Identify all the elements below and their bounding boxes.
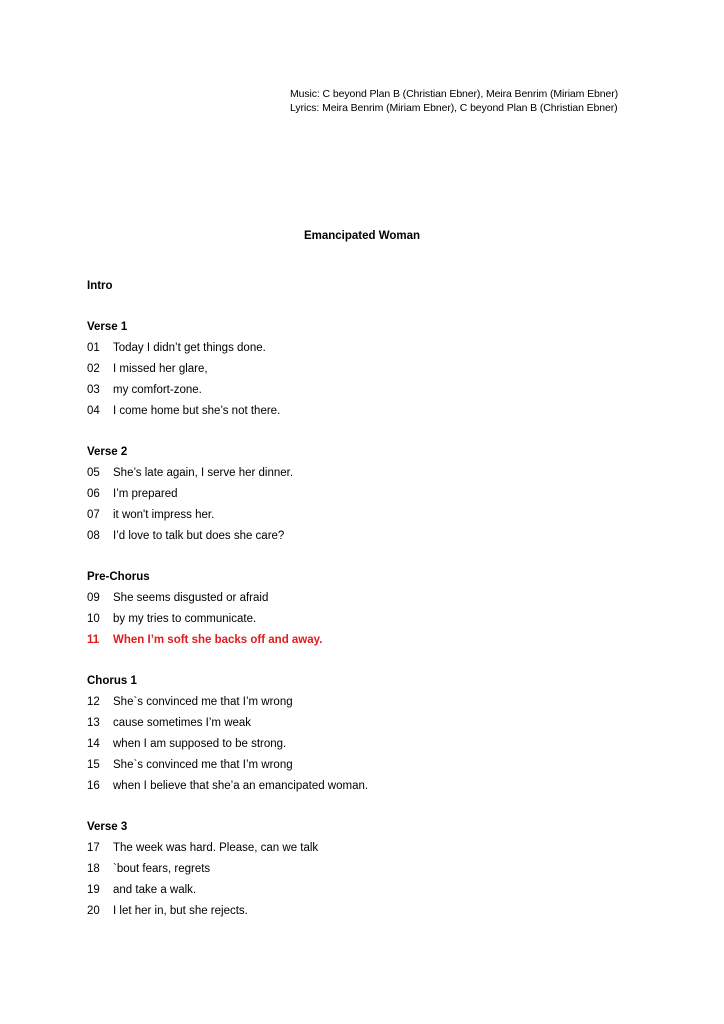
line-text: I’m prepared: [113, 488, 178, 500]
line-number: 04: [87, 405, 100, 417]
lyric-line: [87, 758, 647, 772]
lyric-line: [87, 591, 647, 605]
lyric-line: [87, 737, 647, 751]
line-number: 02: [87, 363, 100, 375]
line-text: She’s late again, I serve her dinner.: [113, 467, 294, 479]
section-heading: Verse 3: [87, 821, 128, 833]
section-verse-2: [87, 445, 647, 543]
lyric-line: [87, 716, 647, 730]
line-number: 16: [87, 780, 100, 792]
section-verse-1: [87, 320, 647, 418]
lyrics-body: [87, 279, 647, 918]
line-number: 11: [87, 634, 100, 646]
line-number: 13: [87, 717, 100, 729]
line-text: cause sometimes I’m weak: [113, 717, 252, 729]
song-title: Emancipated Woman: [303, 230, 421, 242]
line-text: When I’m soft she backs off and away.: [113, 634, 323, 646]
lyric-line: [87, 779, 647, 793]
line-text: Today I didn’t get things done.: [113, 342, 266, 354]
line-number: 03: [87, 384, 100, 396]
lyric-line: [87, 341, 647, 355]
line-number: 18: [87, 863, 100, 875]
line-text: I missed her glare,: [113, 363, 208, 375]
line-number: 10: [87, 613, 100, 625]
line-text: I come home but she’s not there.: [113, 405, 281, 417]
line-text: I let her in, but she rejects.: [113, 905, 248, 917]
lyric-line: [87, 862, 647, 876]
section-pre-chorus: [87, 570, 647, 647]
line-text: by my tries to communicate.: [113, 613, 257, 625]
song-title-row: [0, 230, 724, 242]
lyric-line: [87, 383, 647, 397]
line-text: `bout fears, regrets: [113, 863, 211, 875]
line-number: 14: [87, 738, 100, 750]
line-text: She`s convinced me that I’m wrong: [113, 696, 293, 708]
line-number: 19: [87, 884, 100, 896]
lyrics-credit: Lyrics: Meira Benrim (Miriam Ebner), C beyond Plan B (Christian Ebner): [290, 102, 618, 114]
lyric-line: [87, 883, 647, 897]
lyric-line: [87, 404, 647, 418]
music-credit: Music: C beyond Plan B (Christian Ebner), Meira Benrim (Miriam Ebner): [290, 88, 619, 100]
line-text: I’d love to talk but does she care?: [113, 530, 285, 542]
section-intro: [87, 279, 647, 293]
line-text: when I am supposed to be strong.: [113, 738, 287, 750]
section-heading: Intro: [87, 280, 113, 292]
line-number: 17: [87, 842, 100, 854]
section-heading: Chorus 1: [87, 675, 137, 687]
lyric-line: [87, 466, 647, 480]
line-number: 01: [87, 342, 100, 354]
lyric-line: [87, 362, 647, 376]
line-number: 05: [87, 467, 100, 479]
line-text: it won't impress her.: [113, 509, 215, 521]
line-number: 06: [87, 488, 100, 500]
line-number: 12: [87, 696, 100, 708]
line-number: 09: [87, 592, 100, 604]
line-text: when I believe that she’a an emancipated woman.: [113, 780, 369, 792]
lyric-line: [87, 841, 647, 855]
line-number: 08: [87, 530, 100, 542]
section-heading: Verse 1: [87, 321, 128, 333]
credits-block: [290, 87, 618, 115]
lyric-line: [87, 612, 647, 626]
lyric-line-highlighted: [87, 633, 647, 647]
line-text: my comfort-zone.: [113, 384, 202, 396]
lyric-line: [87, 904, 647, 918]
line-text: She`s convinced me that I’m wrong: [113, 759, 293, 771]
line-text: She seems disgusted or afraid: [113, 592, 269, 604]
section-heading: Pre-Chorus: [87, 571, 150, 583]
section-verse-3: [87, 820, 647, 918]
line-number: 07: [87, 509, 100, 521]
lyric-line: [87, 508, 647, 522]
line-number: 15: [87, 759, 100, 771]
section-heading: Verse 2: [87, 446, 128, 458]
line-number: 20: [87, 905, 100, 917]
lyric-line: [87, 695, 647, 709]
lyric-line: [87, 529, 647, 543]
line-text: and take a walk.: [113, 884, 197, 896]
lyric-line: [87, 487, 647, 501]
section-chorus-1: [87, 674, 647, 793]
line-text: The week was hard. Please, can we talk: [113, 842, 319, 854]
